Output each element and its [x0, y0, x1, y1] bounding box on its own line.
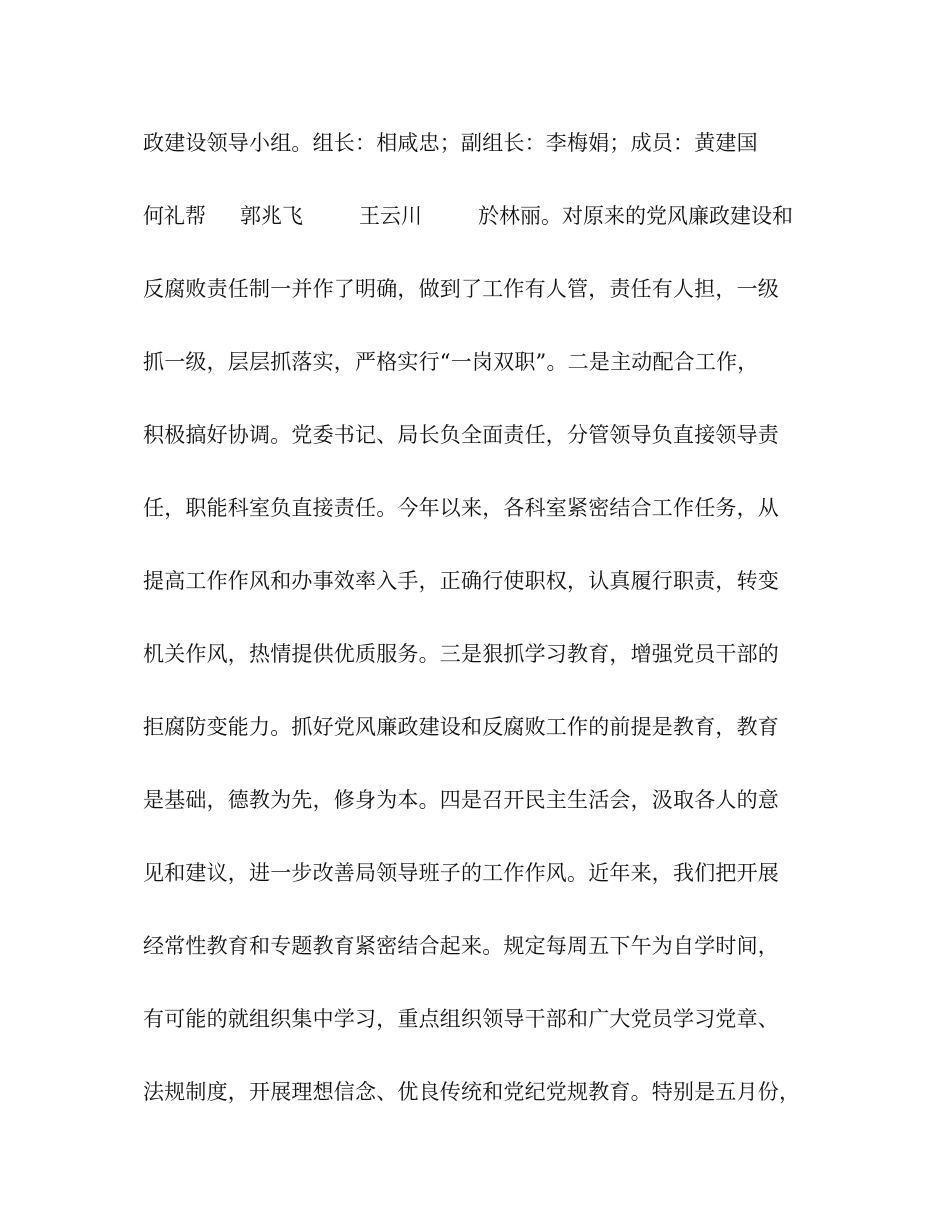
- text-line: 经常性教育和专题教育紧密结合起来。规定每周五下午为自学时间，: [143, 934, 779, 958]
- text-line: 提高工作作风和办事效率入手，正确行使职权，认真履行职责，转变: [143, 569, 779, 593]
- text-line: 积极搞好协调。党委书记、局长负全面责任，分管领导负直接领导责: [143, 423, 779, 447]
- member-name: 郭兆飞: [240, 204, 303, 228]
- text-line: 抓一级，层层抓落实，严格实行“一岗双职”。二是主动配合工作，: [143, 350, 759, 374]
- text-line: 反腐败责任制一并作了明确，做到了工作有人管，责任有人担，一级: [143, 277, 779, 301]
- text-line-members: [143, 198, 823, 271]
- member-name: 於林丽。对原来的党风廉政建设和: [478, 204, 793, 228]
- text-line: 法规制度，开展理想信念、优良传统和党纪党规教育。特别是五月份，: [143, 1080, 801, 1104]
- text-line: 拒腐防变能力。抓好党风廉政建设和反腐败工作的前提是教育，教育: [143, 715, 779, 739]
- text-line: 是基础，德教为先，修身为本。四是召开民主生活会，汲取各人的意: [143, 788, 779, 812]
- body-text: [143, 125, 823, 1147]
- member-name: 王云川: [359, 204, 422, 228]
- text-line: 见和建议，进一步改善局领导班子的工作作风。近年来，我们把开展: [143, 861, 779, 885]
- text-line: 机关作风，热情提供优质服务。三是狠抓学习教育，增强党员干部的: [143, 642, 779, 666]
- member-name: 何礼帮: [143, 204, 206, 228]
- text-line: 政建设领导小组。组长：相咸忠；副组长：李梅娟；成员：黄建国: [143, 131, 758, 155]
- text-line: 任，职能科室负直接责任。今年以来，各科室紧密结合工作任务，从: [143, 496, 779, 520]
- text-line: 有可能的就组织集中学习，重点组织领导干部和广大党员学习党章、: [143, 1007, 779, 1031]
